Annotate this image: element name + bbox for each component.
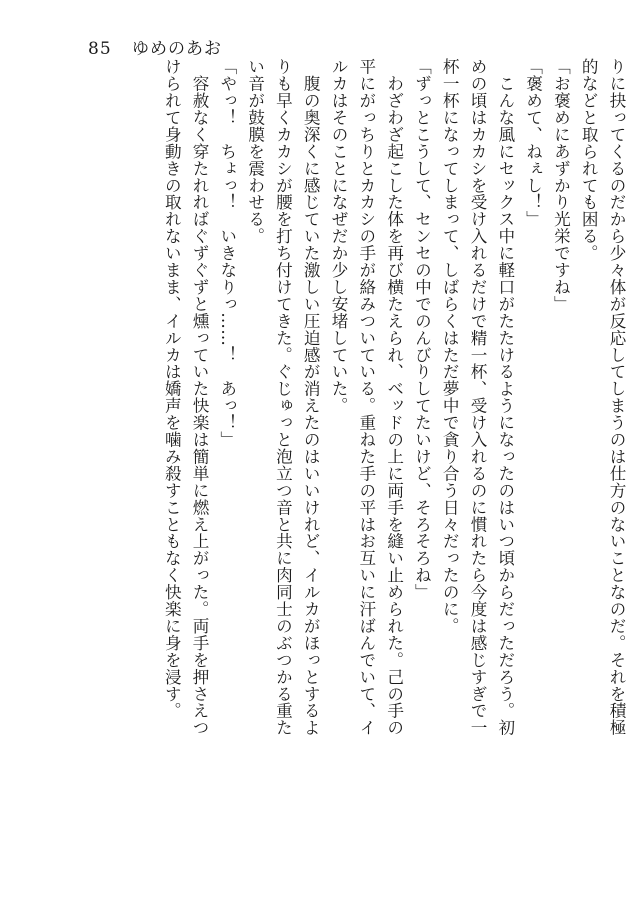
text-line: 「褒めて、ねぇし！」 bbox=[523, 58, 543, 228]
text-line: 的などと取られても困る。 bbox=[579, 58, 599, 262]
text-line: こんな風にセックス中に軽口がたたけるようになったのはいつ頃からだっただろう。初 bbox=[495, 58, 515, 736]
text-line: ルカはそのことになぜだか少し安堵していた。 bbox=[329, 58, 349, 414]
text-line: けられて身動きの取れないまま、イルカは嬌声を噛み殺すこともなく快楽に身を浸す。 bbox=[162, 58, 182, 720]
text-line: 杯一杯になってしまって、しばらくはただ夢中で貪り合う日々だったのに。 bbox=[440, 58, 460, 635]
text-line: 平にがっちりとカカシの手が絡みついている。重ねた手の平はお互いに汗ばんでいて、イ bbox=[356, 58, 376, 736]
text-line: い音が鼓膜を震わせる。 bbox=[245, 58, 265, 245]
text-line: 「やっ！ ちょっ！ いきなりっ……！ あっ！」 bbox=[217, 58, 237, 448]
text-line: 腹の奥深くに感じていた激しい圧迫感が消えたのはいいけれど、イルカがほっとするよ bbox=[301, 58, 321, 736]
text-line: りも早くカカシが腰を打ち付けてきた。ぐじゅっと泡立つ音と共に肉同士のぶつかる重た bbox=[273, 58, 293, 736]
text-line: わざわざ起こした体を再び横たえられ、ベッドの上に両手を縫い止められた。己の手の bbox=[384, 58, 404, 736]
page-header bbox=[88, 34, 222, 59]
text-line: めの頃はカカシを受け入れるだけで精一杯、受け入れるのに慣れたら今度は感じすぎで一 bbox=[468, 58, 488, 736]
text-line: 「ずっとこうして、センセの中でのんびりしてたいけど、そろそろね」 bbox=[412, 58, 432, 601]
running-title: ゆめのあお bbox=[132, 39, 223, 59]
vertical-body-text bbox=[70, 58, 630, 848]
text-line: 「お褒めにあずかり光栄ですね」 bbox=[551, 58, 571, 313]
page-number: 85 bbox=[88, 39, 112, 59]
text-line: りに抉ってくるのだから少々体が反応してしまうのは仕方のないことなのだ。それを積極 bbox=[607, 58, 626, 736]
text-line: 容赦なく穿たれればぐずぐずと燻っていた快楽は簡単に燃え上がった。両手を押さえつ bbox=[190, 58, 210, 736]
